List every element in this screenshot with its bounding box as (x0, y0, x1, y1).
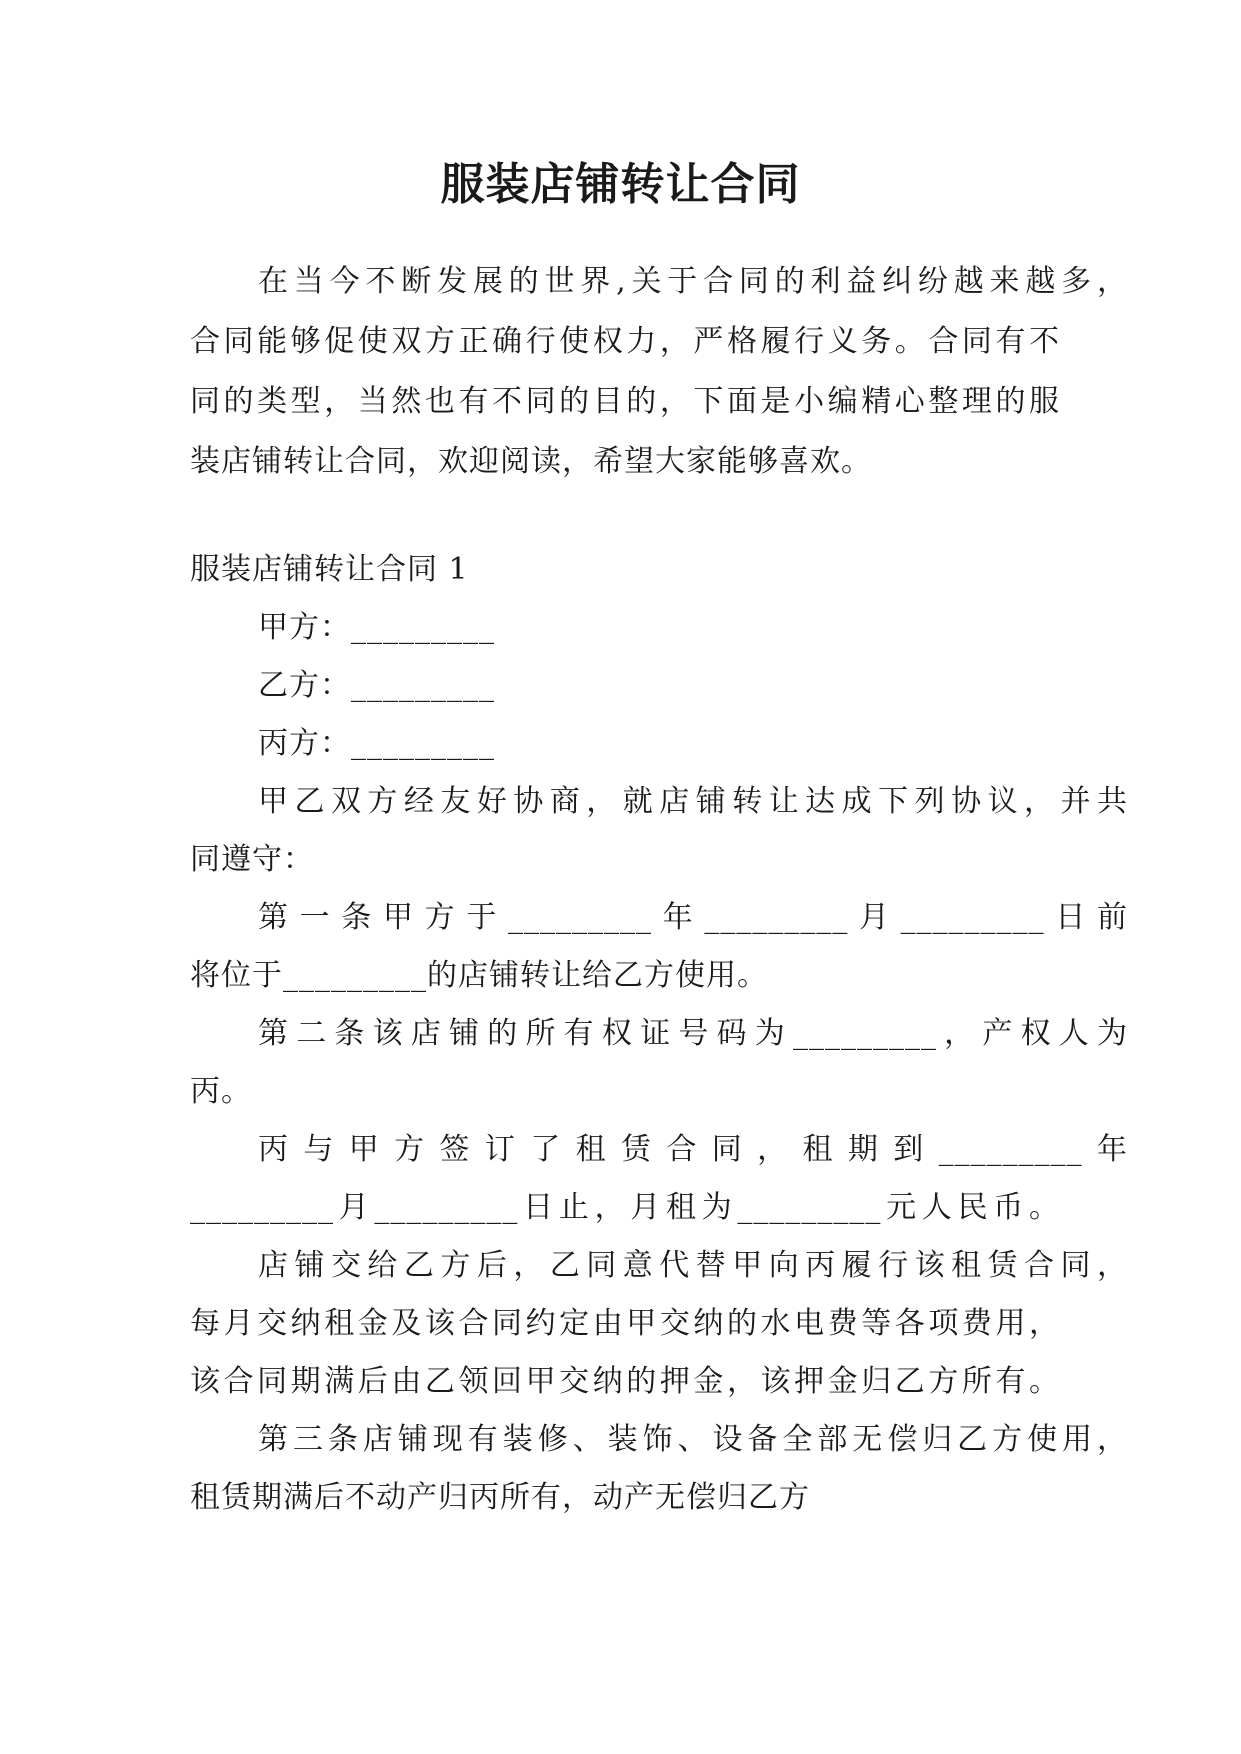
agreement-line-1: 甲乙双方经友好协商，就店铺转让达成下列协议，并共 (258, 784, 1128, 819)
intro-line-1: 在当今不断发展的世界,关于合同的利益纠纷越来越多， (258, 264, 1128, 299)
article-1-line-2: 将位于_________的店铺转让给乙方使用。 (190, 958, 768, 993)
handover-line-1: 店铺交给乙方后，乙同意代替甲向丙履行该租赁合同， (258, 1248, 1128, 1283)
party-c-line: 丙方：_________ (258, 726, 495, 761)
intro-line-3: 同的类型，当然也有不同的目的，下面是小编精心整理的服 (190, 384, 1060, 419)
intro-line-4: 装店铺转让合同，欢迎阅读，希望大家能够喜欢。 (190, 444, 872, 479)
party-a-line: 甲方：_________ (258, 610, 495, 645)
article-2-line-1: 第二条该店铺的所有权证号码为_________，产权人为 (258, 1016, 1128, 1051)
article-3-line-1: 第三条店铺现有装修、装饰、设备全部无偿归乙方使用， (258, 1422, 1128, 1457)
document-title: 服装店铺转让合同 (440, 159, 801, 210)
handover-line-3: 该合同期满后由乙领回甲交纳的押金，该押金归乙方所有。 (190, 1364, 1060, 1399)
agreement-line-2: 同遵守： (190, 842, 314, 877)
article-2-line-2: 丙。 (190, 1074, 252, 1109)
article-3-line-2: 租赁期满后不动产归丙所有，动产无偿归乙方 (190, 1480, 810, 1515)
section-heading: 服装店铺转让合同 1 (190, 552, 469, 587)
handover-line-2: 每月交纳租金及该合同约定由甲交纳的水电费等各项费用， (190, 1306, 1060, 1341)
lease-line-1: 丙与甲方签订了租赁合同，租期到_________年 (258, 1132, 1128, 1167)
lease-line-2: _________月_________日止，月租为_________元人民币。 (190, 1190, 1060, 1225)
intro-line-2: 合同能够促使双方正确行使权力，严格履行义务。合同有不 (190, 324, 1060, 359)
article-1-line-1: 第一条甲方于_________年_________月_________日前 (258, 900, 1128, 935)
party-b-line: 乙方：_________ (258, 668, 495, 703)
